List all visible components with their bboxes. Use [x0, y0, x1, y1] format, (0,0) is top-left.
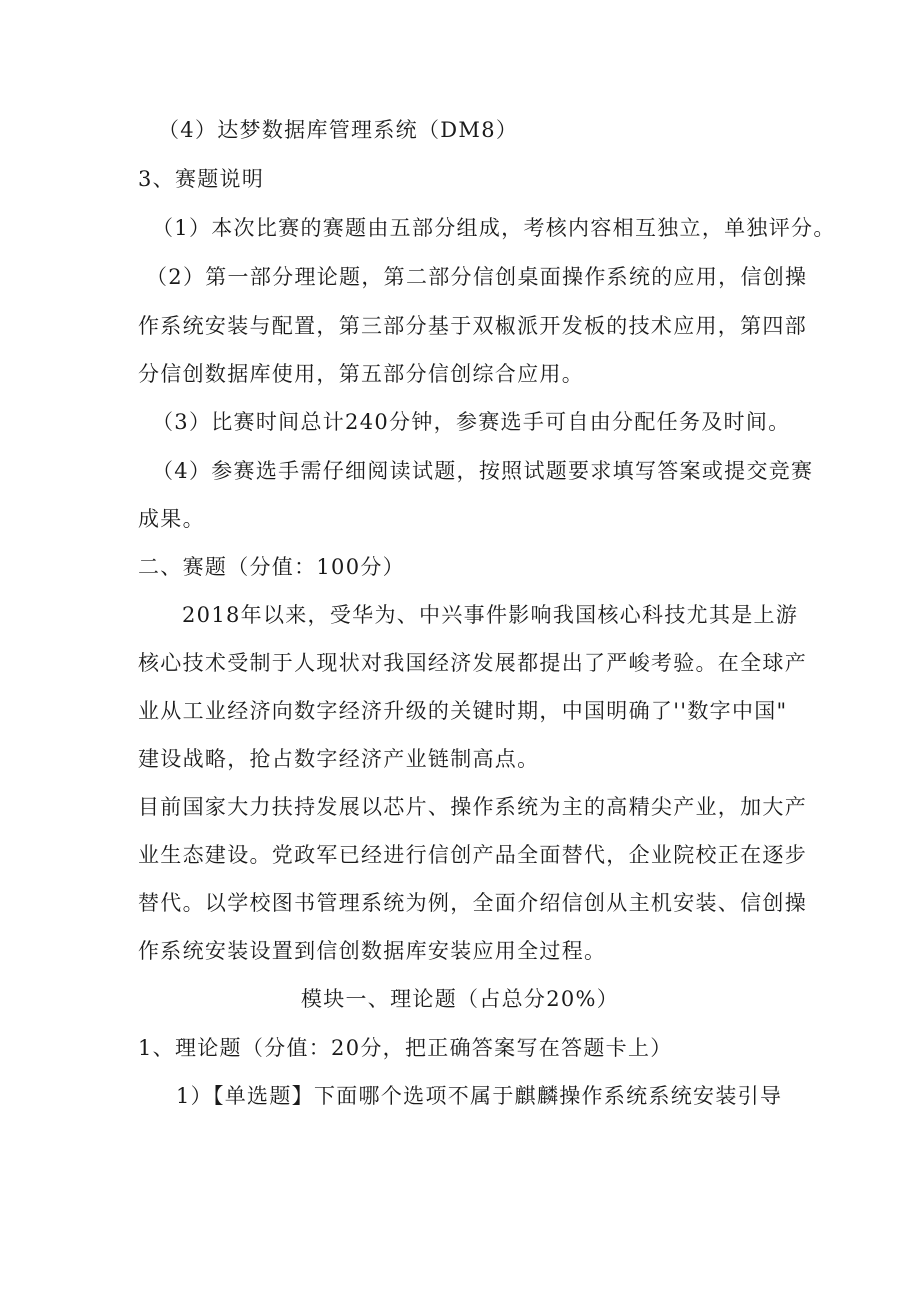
paragraph-line: 核心技术受制于人现状对我国经济发展都提出了严峻考验。在全球产	[138, 651, 807, 675]
paragraph-line: 作系统安装与配置，第三部分基于双椒派开发板的技术应用，第四部	[138, 314, 807, 338]
paragraph-line: 建设战略，抢占数字经济产业链制高点。	[138, 747, 540, 771]
list-item-dm8: （4）达梦数据库管理系统（DM8）	[158, 118, 519, 142]
paragraph-line: 分信创数据库使用，第五部分信创综合应用。	[138, 362, 584, 386]
paragraph-line: 2018年以来，受华为、中兴事件影响我国核心科技尤其是上游	[182, 603, 799, 627]
paragraph-line: 业从工业经济向数字经济升级的关键时期，中国明确了''数字中国"	[138, 699, 788, 723]
paragraph-line: 成果。	[138, 507, 205, 531]
module-heading: 模块一、理论题（占总分20%）	[300, 987, 620, 1011]
paragraph-line: （1）本次比赛的赛题由五部分组成，考核内容相互独立，单独评分。	[152, 216, 836, 240]
paragraph-line: （3）比赛时间总计240分钟，参赛选手可自由分配任务及时间。	[152, 410, 791, 434]
paragraph-line: 替代。以学校图书管理系统为例，全面介绍信创从主机安装、信创操	[138, 891, 807, 915]
paragraph-line: （2）第一部分理论题，第二部分信创桌面操作系统的应用，信创操	[146, 265, 808, 289]
question-item: 1）【单选题】下面哪个选项不属于麒麟操作系统系统安装引导	[176, 1084, 783, 1108]
paragraph-line: 业生态建设。党政军已经进行信创产品全面替代，企业院校正在逐步	[138, 843, 807, 867]
paragraph-line: （4）参赛选手需仔细阅读试题，按照试题要求填写答案或提交竞赛	[152, 459, 814, 483]
section-heading-3: 3、赛题说明	[138, 167, 265, 191]
section-heading-2: 二、赛题（分值：100分）	[138, 555, 405, 579]
paragraph-line: 作系统安装设置到信创数据库安装应用全过程。	[138, 939, 607, 963]
question-heading: 1、理论题（分值：20分，把正确答案写在答题卡上）	[138, 1036, 673, 1060]
paragraph-line: 目前国家大力扶持发展以芯片、操作系统为主的高精尖产业，加大产	[138, 795, 807, 819]
